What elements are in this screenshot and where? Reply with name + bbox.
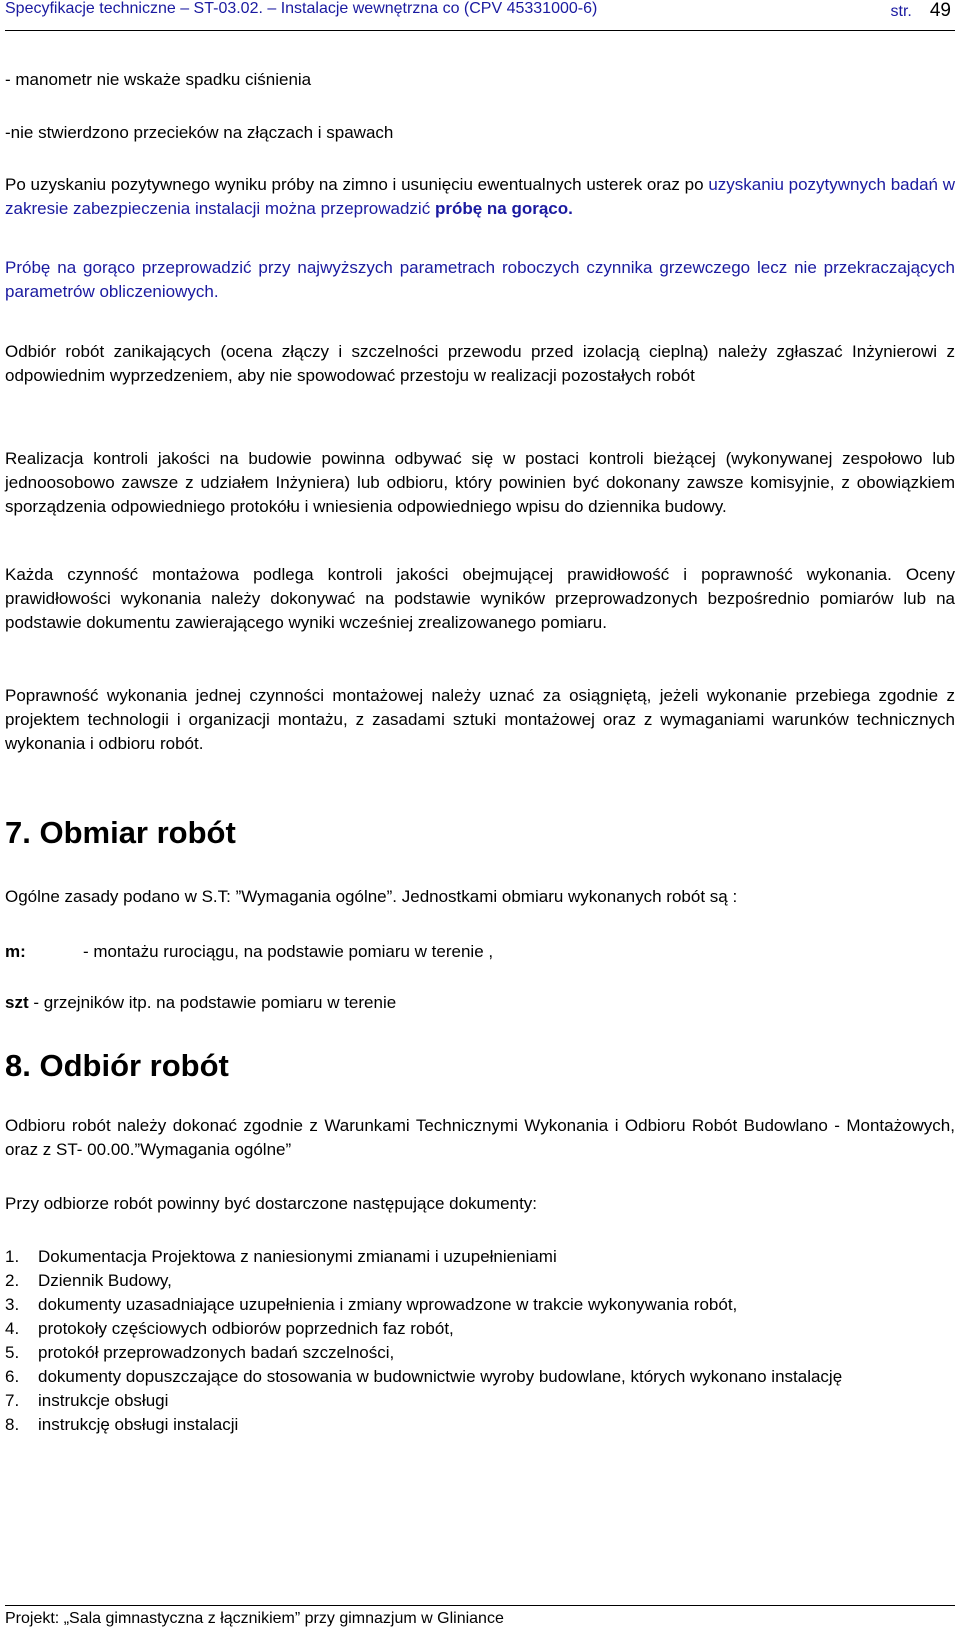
header-page: [891, 0, 951, 22]
paragraph-text: -nie stwierdzono przecieków na złączach i spawach: [5, 123, 394, 142]
paragraph-leaks: [5, 121, 955, 145]
measure-text: - grzejników itp. na podstawie pomiaru w terenie: [28, 993, 397, 1012]
measure-unit: szt: [5, 993, 29, 1012]
hot-test-line2: uzyskaniu pozytywnych badań w zakresie zabezpieczenia instalacji można przeprowadzić: [5, 175, 956, 218]
list-item-number: 3.: [5, 1295, 20, 1314]
paragraph-quality-control: [5, 447, 955, 519]
list-item-number: 8.: [5, 1415, 20, 1434]
paragraph-text: Próbę na gorąco przeprowadzić przy najwyższych parametrach roboczych czynnika grzewczego lecz nie przekraczających parametrów obliczeniowych.: [5, 258, 955, 301]
list-item: [5, 1389, 955, 1413]
list-item: [5, 1269, 955, 1293]
measure-text: - montażu rurociągu, na podstawie pomiaru w terenie ,: [83, 942, 494, 961]
list-item-text: dokumenty dopuszczające do stosowania w budownictwie wyroby budowlane, których wykonano instalację: [38, 1367, 843, 1386]
list-item-number: 4.: [5, 1319, 20, 1338]
list-item-text: Dziennik Budowy,: [38, 1271, 172, 1290]
header-title: Specyfikacje techniczne – ST-03.02. – Instalacje wewnętrzna co (CPV 45331000-6): [5, 0, 598, 17]
list-item: [5, 1413, 955, 1437]
list-item: [5, 1293, 955, 1317]
paragraph-text: Odbiór robót zanikających (ocena złączy i szczelności przewodu przed izolacją cieplną) należy zgłaszać Inżynierowi z odpowiednim wyprzedzeniem, aby nie spowodować przestoju w realizacji pozostałych robót: [5, 342, 955, 385]
section-7-intro: Ogólne zasady podano w S.T: ”Wymagania ogólne”. Jednostkami obmiaru wykonanych robót są :: [5, 887, 738, 906]
paragraph-correctness: [5, 684, 955, 756]
page-label: str.: [890, 3, 912, 20]
list-item-number: 7.: [5, 1391, 20, 1410]
paragraph-text: Realizacja kontroli jakości na budowie powinna odbywać się w postaci kontroli bieżącej (wykonywanej zespołowo lub jednoosobowo zawsze z udziałem Inżyniera) lub odbioru, który powinien być dokonany zawsze komisyjnie, z obowiązkiem sporządzenia odpowiedniego protokółu i wniesienia odpowiedniego wpisu do dziennika budowy.: [5, 449, 955, 516]
measure-unit: m:: [5, 942, 26, 961]
list-item-text: Dokumentacja Projektowa z naniesionymi zmianami i uzupełnieniami: [38, 1247, 557, 1266]
list-item-text: instrukcje obsługi: [38, 1391, 169, 1410]
paragraph-hot-test: [5, 173, 955, 221]
list-item-number: 5.: [5, 1343, 20, 1362]
paragraph-text: - manometr nie wskaże spadku ciśnienia: [5, 70, 312, 89]
measure-row-szt: [5, 991, 396, 1015]
list-item-number: 1.: [5, 1247, 20, 1266]
page-number: 49: [929, 0, 951, 21]
footer-text: Projekt: „Sala gimnastyczna z łącznikiem” przy gimnazjum w Gliniance: [5, 1610, 504, 1627]
paragraph-text: [5, 173, 955, 221]
list-item-text: dokumenty uzasadniające uzupełnienia i zmiany wprowadzone w trakcie wykonywania robót,: [38, 1295, 738, 1314]
page-header: [5, 0, 955, 31]
page-footer: [5, 1605, 955, 1635]
documents-list: [5, 1245, 955, 1437]
documents-list-container: [5, 1245, 955, 1437]
paragraph-manometer: [5, 68, 955, 92]
paragraph-assembly-check: [5, 563, 955, 635]
list-item-text: protokół przeprowadzonych badań szczelności,: [38, 1343, 395, 1362]
list-item-text: instrukcję obsługi instalacji: [38, 1415, 239, 1434]
hot-test-emphasis: próbę na gorąco.: [434, 199, 573, 218]
list-item: [5, 1341, 955, 1365]
paragraph-hot-test-params: [5, 256, 955, 304]
measure-row-m: [5, 940, 493, 964]
section-8-heading: 8. Odbiór robót: [5, 1048, 229, 1083]
paragraph-hidden-works: [5, 340, 955, 388]
paragraph-text: Poprawność wykonania jednej czynności montażowej należy uznać za osiągniętą, jeżeli wykonanie przebiega zgodnie z projektem technologii i organizacji montażu, z zasadami sztuki montażowej oraz z wymaganiami warunków technicznych wykonania i odbioru robót.: [5, 686, 955, 753]
list-item: [5, 1245, 955, 1269]
section-8-intro: Odbioru robót należy dokonać zgodnie z Warunkami Technicznymi Wykonania i Odbioru Robót Budowlano - Montażowych, oraz z ST- 00.00.”Wymagania ogólne”: [5, 1116, 955, 1159]
section-7-heading: 7. Obmiar robót: [5, 815, 236, 850]
list-item-number: 6.: [5, 1367, 20, 1386]
list-item: [5, 1365, 955, 1389]
documents-intro: Przy odbiorze robót powinny być dostarczone następujące dokumenty:: [5, 1194, 538, 1213]
list-item-text: protokoły częściowych odbiorów poprzednich faz robót,: [38, 1319, 454, 1338]
hot-test-line1: Po uzyskaniu pozytywnego wyniku próby na zimno i usunięciu ewentualnych usterek oraz po: [5, 175, 704, 194]
list-item-number: 2.: [5, 1271, 20, 1290]
list-item: [5, 1317, 955, 1341]
paragraph-text: Każda czynność montażowa podlega kontroli jakości obejmującej prawidłowość i poprawność wykonania. Oceny prawidłowości wykonania należy dokonywać na podstawie wyników przeprowadzonych bezpośrednio pomiarów lub na podstawie dokumentu zawierającego wyniki wcześniej zrealizowanego pomiaru.: [5, 565, 955, 632]
